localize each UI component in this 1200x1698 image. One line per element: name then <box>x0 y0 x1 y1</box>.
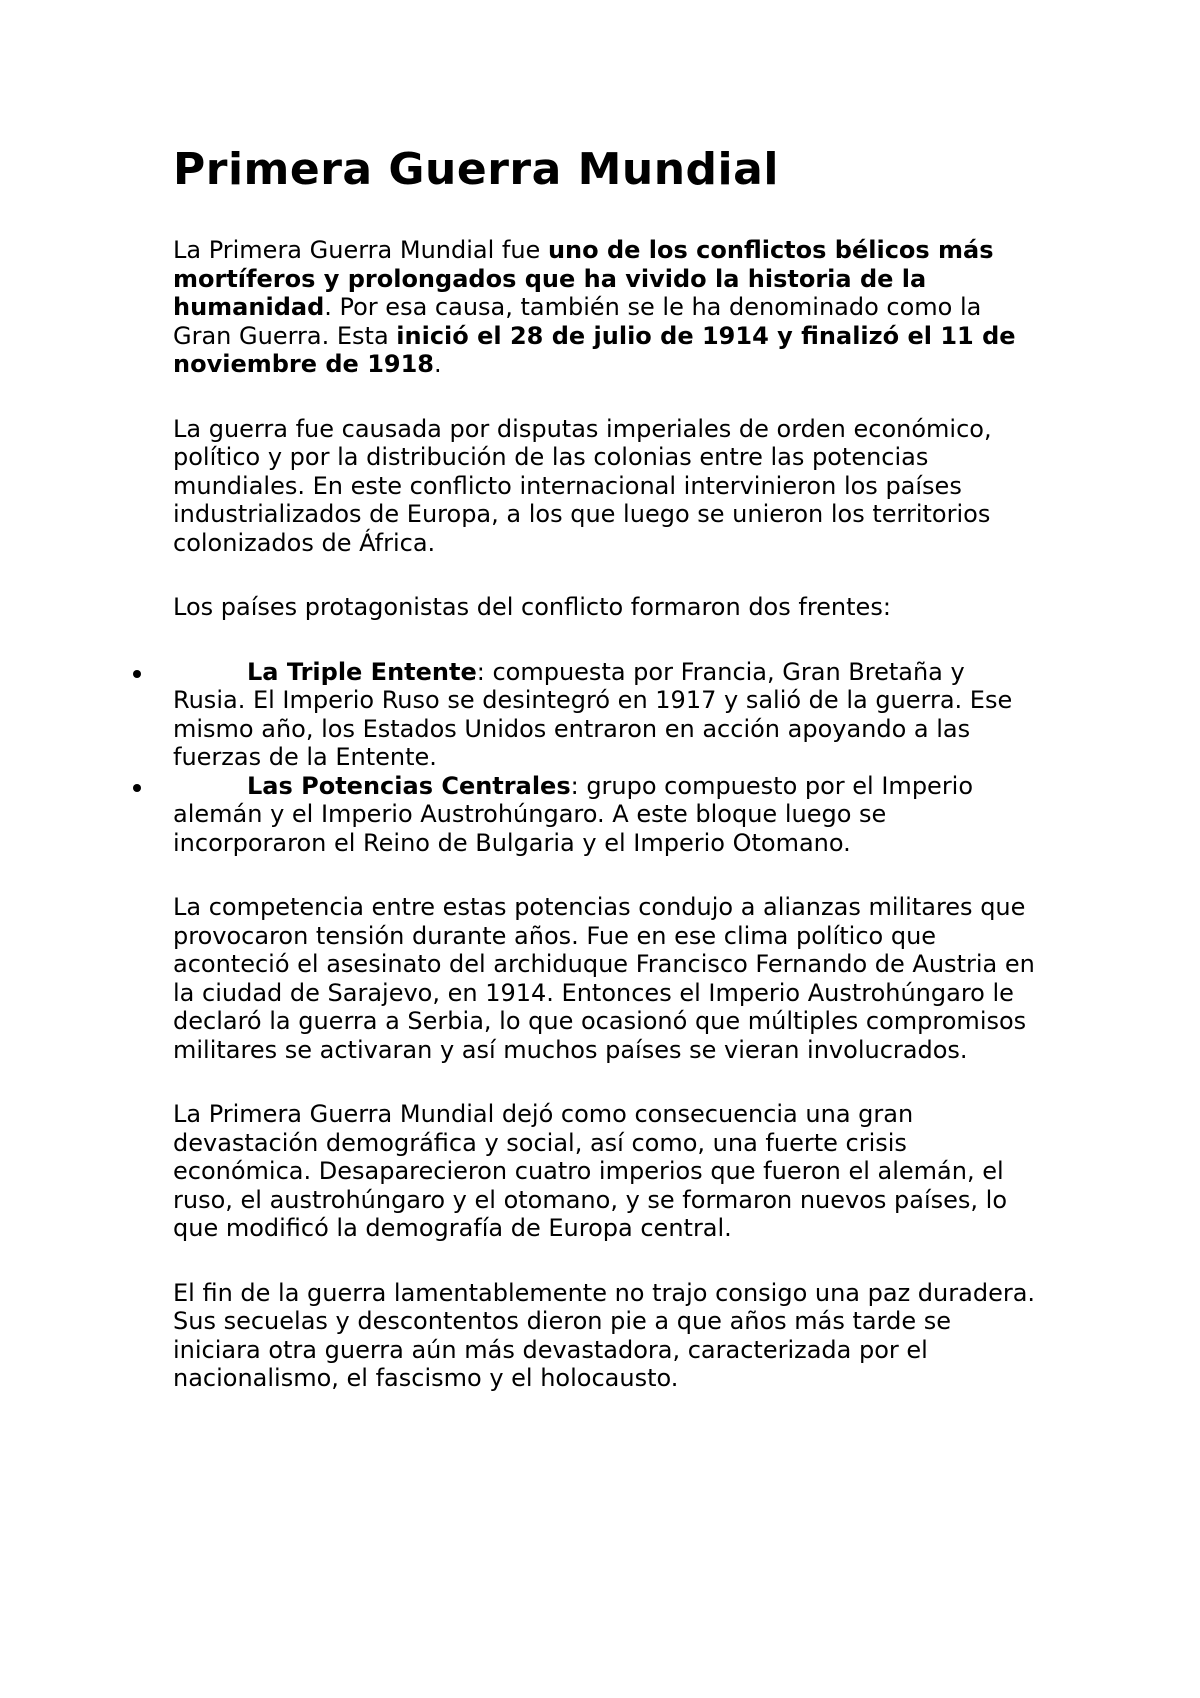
list-item <box>173 772 1043 858</box>
paragraph-end: El fin de la guerra lamentablemente no trajo consigo una paz duradera. Sus secuelas y descontentos dieron pie a que años más tarde se iniciara otra guerra aún más devastadora, caracterizada por el nacionalismo, el fascismo y el holocausto. <box>173 1278 1036 1392</box>
intro-text-3: . <box>434 350 442 378</box>
paragraph-competition: La competencia entre estas potencias condujo a alianzas militares que provocaron tensión durante años. Fue en ese clima político que aconteció el asesinato del archiduque Francisco Fernando de Austria en la ciudad de Sarajevo, en 1914. Entonces el Imperio Austrohúngaro le declaró la guerra a Serbia, lo que ocasionó que múltiples compromisos militares se activaran y así muchos países se vieran involucrados. <box>173 893 1035 1064</box>
paragraph-consequences: La Primera Guerra Mundial dejó como consecuencia una gran devastación demográfica y social, así como, una fuerte crisis económica. Desaparecieron cuatro imperios que fueron el alemán, el ruso, el austrohúngaro y el otomano, y se formaron nuevos países, lo que modificó la demografía de Europa central. <box>173 1100 1008 1242</box>
intro-bold-1: uno de los conflictos bélicos más mortíferos y prolongados que ha vivido la historia de la humanidad <box>173 236 994 321</box>
intro-bold-2: inició el 28 de julio de 1914 y finalizó el 11 de noviembre de 1918 <box>173 321 1016 378</box>
list-item-text: : compuesta por Francia, Gran Bretaña y Rusia. El Imperio Ruso se desintegró en 1917 y salió de la guerra. Ese mismo año, los Estados Unidos entraron en acción apoyando a las fuerzas de la Entente. <box>173 657 1013 771</box>
intro-text-1: La Primera Guerra Mundial fue <box>173 236 548 264</box>
paragraph-causes: La guerra fue causada por disputas imperiales de orden económico, político y por la distribución de las colonias entre las potencias mundiales. En este conflicto internacional intervinieron los países industrializados de Europa, a los que luego se unieron los territorios colonizados de África. <box>173 414 992 557</box>
list-item <box>173 658 1043 772</box>
paragraph-fronts-intro: Los países protagonistas del conflicto formaron dos frentes: <box>173 593 891 621</box>
document-page <box>173 140 1043 1429</box>
bullet-icon <box>133 670 141 678</box>
paragraph-intro <box>173 236 1043 379</box>
bullet-icon <box>133 784 141 792</box>
list-item-bold: La Triple Entente <box>247 657 477 686</box>
fronts-list <box>173 658 1043 858</box>
list-item-text: : grupo compuesto por el Imperio alemán y el Imperio Austrohúngaro. A este bloque luego se incorporaron el Reino de Bulgaria y el Imperio Otomano. <box>173 771 974 857</box>
document-title: Primera Guerra Mundial <box>173 144 779 195</box>
list-item-bold: Las Potencias Centrales <box>247 771 571 800</box>
intro-text-2: . Por esa causa, también se le ha denominado como la Gran Guerra. Esta <box>173 293 982 350</box>
